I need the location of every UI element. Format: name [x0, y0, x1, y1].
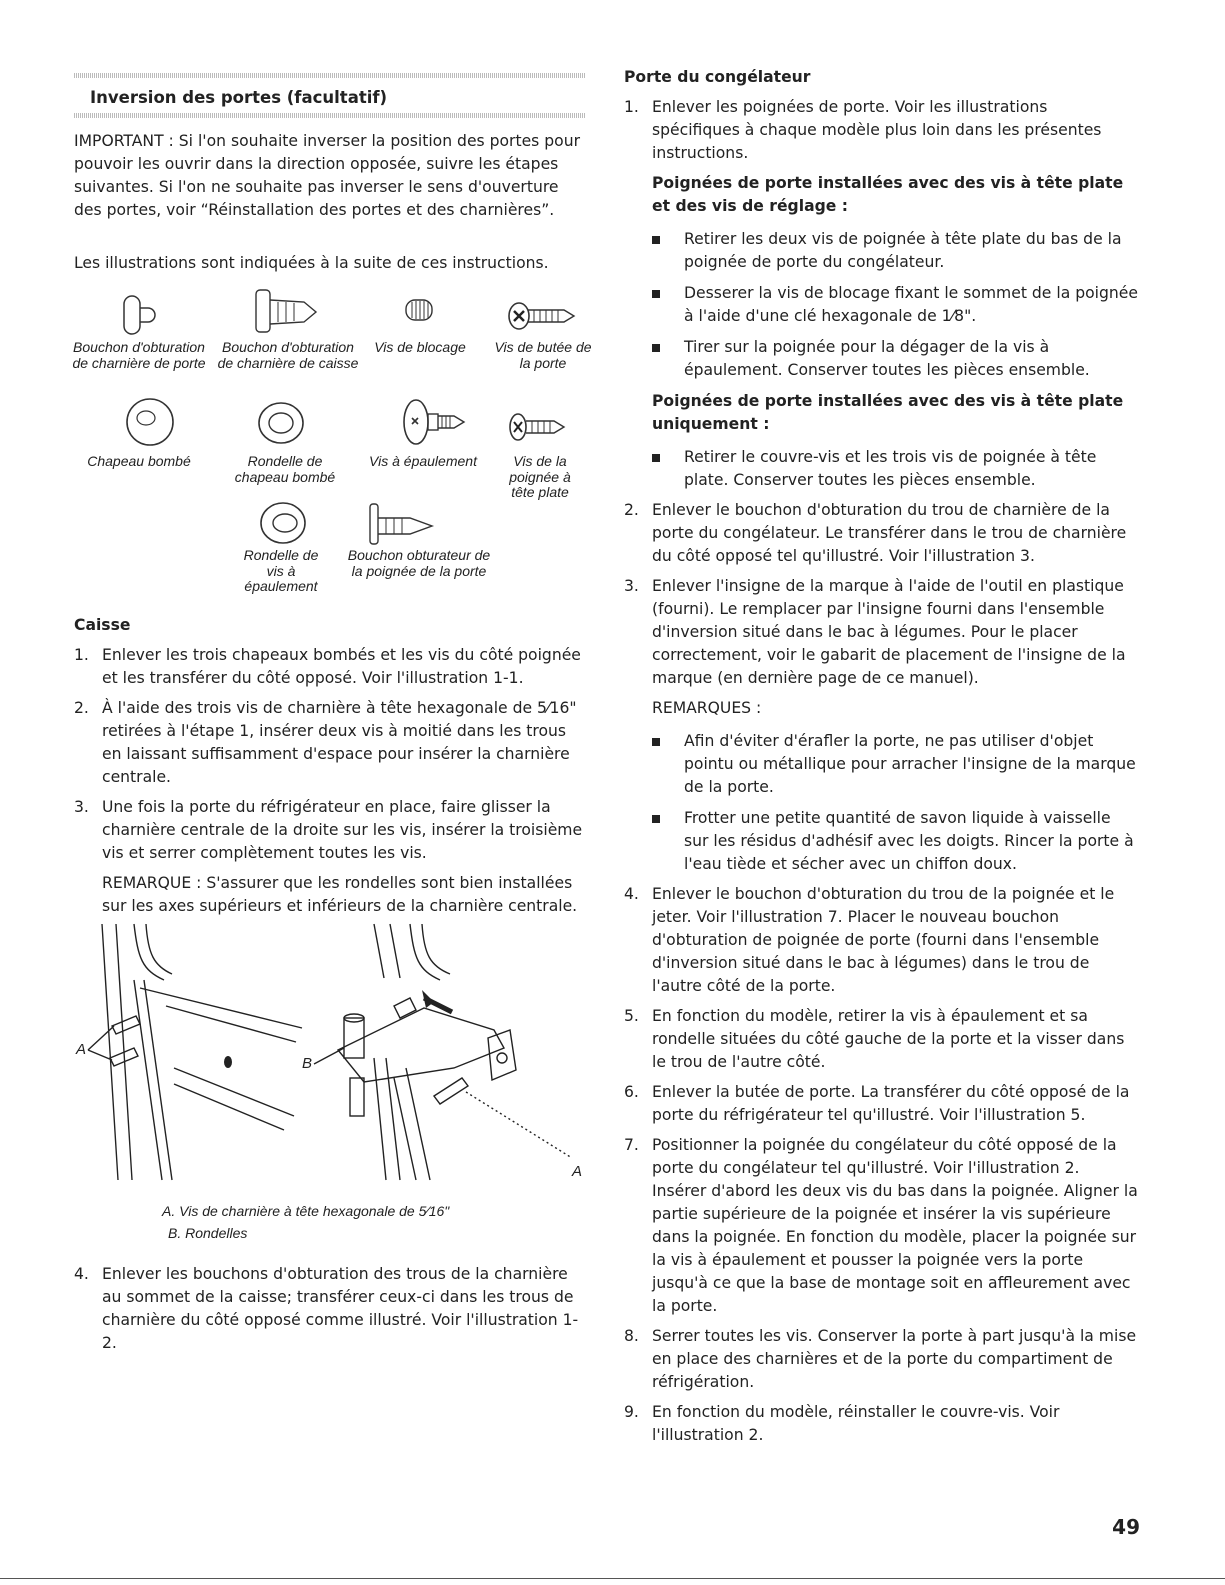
part-caption: Vis de la poignée à tête plate: [509, 453, 571, 500]
figure-label-a: A: [76, 1041, 87, 1058]
bullet-icon: [652, 290, 660, 298]
list-item: [624, 499, 1138, 568]
intro-paragraph: IMPORTANT : Si l'on souhaite inverser la position des portes pour pouvoir les ouvrir dans la direction opposée, suivre les étapes suivantes. Si l'on ne souhaite pas inverser le sens d'ouverture des portes, voir “Réinstallation des portes et des charnières”.: [74, 132, 580, 219]
list-item: [624, 1325, 1138, 1394]
part-caption: Vis de blocage: [374, 339, 466, 355]
bullet-icon: [652, 738, 660, 746]
bullet-item: [652, 282, 1138, 328]
step-text: En fonction du modèle, retirer la vis à épaulement et sa rondelle situées du côté gauche de la porte et la visser dans le trou de l'autre côté.: [652, 1007, 1125, 1071]
handles-flat-and-set-screws-heading: Poignées de porte installées avec des vis à tête plate et des vis de réglage :: [652, 174, 1124, 215]
freezer-steps-2-3: [624, 499, 1138, 690]
bullet-item: [652, 228, 1138, 274]
list-item: [624, 883, 1138, 998]
bullet-icon: [652, 236, 660, 244]
freezer-steps: [624, 96, 1138, 165]
dome-cap-washer-icon: [256, 400, 306, 446]
hinge-figure: [74, 918, 586, 1190]
bullet-item: [652, 336, 1138, 382]
door-stop-screw-icon: [506, 298, 578, 334]
list-item: [624, 1005, 1138, 1074]
title-rule-top: [74, 73, 586, 78]
list-item: [624, 575, 1138, 690]
set-screw-icon: [402, 296, 438, 326]
list-item: [74, 1263, 586, 1355]
step-number: 2.: [624, 501, 639, 519]
list-item: [624, 1081, 1138, 1127]
step-number: 8.: [624, 1327, 639, 1345]
bullet-item: [652, 446, 1138, 492]
part-caption: Rondelle de vis à épaulement: [243, 547, 319, 594]
door-hinge-plug-icon: [118, 290, 158, 340]
cabinet-hinge-plug-icon: [252, 288, 322, 336]
parts-illustration: [72, 288, 592, 608]
list-item: [624, 96, 1138, 165]
step-text: Une fois la porte du réfrigérateur en place, faire glisser la charnière centrale de la droite sur les vis, insérer la troisième vis et serrer complètement toutes les vis.: [102, 798, 583, 862]
list-item: [624, 1134, 1138, 1318]
figure-label-a-right: A: [572, 1163, 583, 1180]
bullet-icon: [652, 815, 660, 823]
list-item: [74, 644, 586, 690]
part-caption: Chapeau bombé: [87, 453, 191, 469]
bullet-text: Tirer sur la poignée pour la dégager de la vis à épaulement. Conserver toutes les pièces ensemble.: [684, 338, 1090, 379]
bottom-rule: [0, 1578, 1225, 1579]
part-caption: Bouchon obturateur de la poignée de la porte: [347, 547, 491, 579]
step-number: 4.: [74, 1265, 89, 1283]
caisse-heading: Caisse: [74, 616, 131, 634]
part-caption: Vis de butée de la porte: [494, 339, 592, 371]
handles-flat-screws-only-heading: Poignées de porte installées avec des vis à tête plate uniquement :: [652, 392, 1124, 433]
step-text: Positionner la poignée du congélateur du côté opposé de la porte du congélateur tel qu'illustré. Voir l'illustration 2. Insérer d'abord les deux vis du bas dans la poignée. Aligner la partie supérieure de la poignée et insérer la vis supérieure dans la poignée. En fonction du modèle, placer la poignée sur la vis à épaulement et pousser la poignée vers la porte jusqu'à ce que la base de montage soit en affleurement avec la porte.: [652, 1136, 1138, 1315]
step-text: Enlever le bouchon d'obturation du trou de la poignée et le jeter. Voir l'illustration 7. Placer le nouveau bouchon d'obturation de poignée de porte (fourni dans l'ensemble d'inversion situé dans le bac à légumes) dans le trou de l'autre côté de la porte.: [652, 885, 1115, 995]
bullet-icon: [652, 344, 660, 352]
step-number: 7.: [624, 1136, 639, 1154]
dome-cap-icon: [122, 396, 178, 448]
list-item: [624, 1401, 1138, 1447]
shoulder-screw-icon: [400, 396, 470, 448]
part-caption: Bouchon d'obturation de charnière de porte: [72, 339, 206, 371]
bullet-item: [652, 730, 1138, 799]
bullet-icon: [652, 454, 660, 462]
flat-head-handle-screw-icon: [506, 410, 568, 444]
shoulder-screw-washer-icon: [258, 500, 308, 546]
step-text: Serrer toutes les vis. Conserver la porte à part jusqu'à la mise en place des charnières et de la porte du compartiment de réfrigération.: [652, 1327, 1137, 1391]
step-number: 1.: [624, 98, 639, 116]
step-text: Enlever les bouchons d'obturation des trous de la charnière au sommet de la caisse; transférer ceux-ci dans les trous de charnière du côté opposé comme illustré. Voir l'illustration 1-2.: [102, 1265, 579, 1352]
part-caption: Rondelle de chapeau bombé: [234, 453, 336, 485]
step-text: À l'aide des trois vis de charnière à tête hexagonale de 5⁄16" retirées à l'étape 1, insérer deux vis à moitié dans les trous en laissant suffisamment d'espace pour insérer la charnière centrale.: [102, 699, 577, 786]
bullet-text: Afin d'éviter d'érafler la porte, ne pas utiliser d'objet pointu ou métallique pour arracher l'insigne de la marque de la porte.: [684, 732, 1136, 796]
step-number: 3.: [74, 798, 89, 816]
step-number: 3.: [624, 577, 639, 595]
figure-caption-b: B. Rondelles: [168, 1225, 248, 1241]
step-number: 1.: [74, 646, 89, 664]
bullet-text: Retirer les deux vis de poignée à tête plate du bas de la poignée de porte du congélateur.: [684, 230, 1122, 271]
page-number: 49: [1112, 1515, 1140, 1539]
step-text: Enlever les poignées de porte. Voir les illustrations spécifiques à chaque modèle plus loin dans les présentes instructions.: [652, 98, 1102, 162]
step-text: Enlever le bouchon d'obturation du trou de charnière de la porte du congélateur. Le transférer dans le trou de charnière du côté opposé tel qu'illustré. Voir l'illustration 3.: [652, 501, 1127, 565]
freezer-door-heading: Porte du congélateur: [624, 68, 811, 86]
step-text: En fonction du modèle, réinstaller le couvre-vis. Voir l'illustration 2.: [652, 1403, 1060, 1444]
caisse-steps: [74, 644, 586, 865]
bullet-text: Frotter une petite quantité de savon liquide à vaisselle sur les résidus d'adhésif avec les doigts. Rincer la porte à l'eau tiède et sécher avec un chiffon doux.: [684, 809, 1134, 873]
freezer-steps-4-9: [624, 883, 1138, 1447]
caisse-step-4: [74, 1263, 586, 1355]
step-text: Enlever l'insigne de la marque à l'aide de l'outil en plastique (fourni). Le remplacer par l'insigne fourni dans l'ensemble d'inversion situé dans le bac à légumes. Pour le placer correctement, voir le gabarit de placement de l'insigne de la marque (en dernière page de ce manuel).: [652, 577, 1126, 687]
bullet-text: Retirer le couvre-vis et les trois vis de poignée à tête plate. Conserver toutes les pièces ensemble.: [684, 448, 1097, 489]
left-column: [74, 616, 586, 918]
list-item: [74, 796, 586, 865]
title-rule-bottom: [74, 113, 586, 118]
intro-note: Les illustrations sont indiquées à la suite de ces instructions.: [74, 254, 549, 272]
right-column: [624, 66, 1138, 1447]
bullet-text: Desserer la vis de blocage fixant le sommet de la poignée à l'aide d'une clé hexagonale de 1⁄8".: [684, 284, 1138, 325]
figure-caption-a: A. Vis de charnière à tête hexagonale de 5⁄16": [162, 1203, 450, 1219]
part-caption: Vis à épaulement: [369, 453, 477, 469]
step-number: 9.: [624, 1403, 639, 1421]
step-number: 4.: [624, 885, 639, 903]
list-item: [74, 697, 586, 789]
step-number: 5.: [624, 1007, 639, 1025]
figure-label-b: B: [302, 1055, 313, 1072]
handle-hole-plug-icon: [360, 500, 440, 550]
step-text: Enlever la butée de porte. La transférer du côté opposé de la porte du réfrigérateur tel qu'illustré. Voir l'illustration 5.: [652, 1083, 1130, 1124]
bullet-item: [652, 807, 1138, 876]
remarque-note: REMARQUE : S'assurer que les rondelles sont bien installées sur les axes supérieurs et inférieurs de la charnière centrale.: [102, 874, 578, 915]
step-number: 2.: [74, 699, 89, 717]
section-title: Inversion des portes (facultatif): [90, 88, 388, 107]
step-number: 6.: [624, 1083, 639, 1101]
step-text: Enlever les trois chapeaux bombés et les vis du côté poignée et les transférer du côté opposé. Voir l'illustration 1-1.: [102, 646, 581, 687]
remarques-heading: REMARQUES :: [652, 699, 762, 717]
part-caption: Bouchon d'obturation de charnière de caisse: [217, 339, 359, 371]
